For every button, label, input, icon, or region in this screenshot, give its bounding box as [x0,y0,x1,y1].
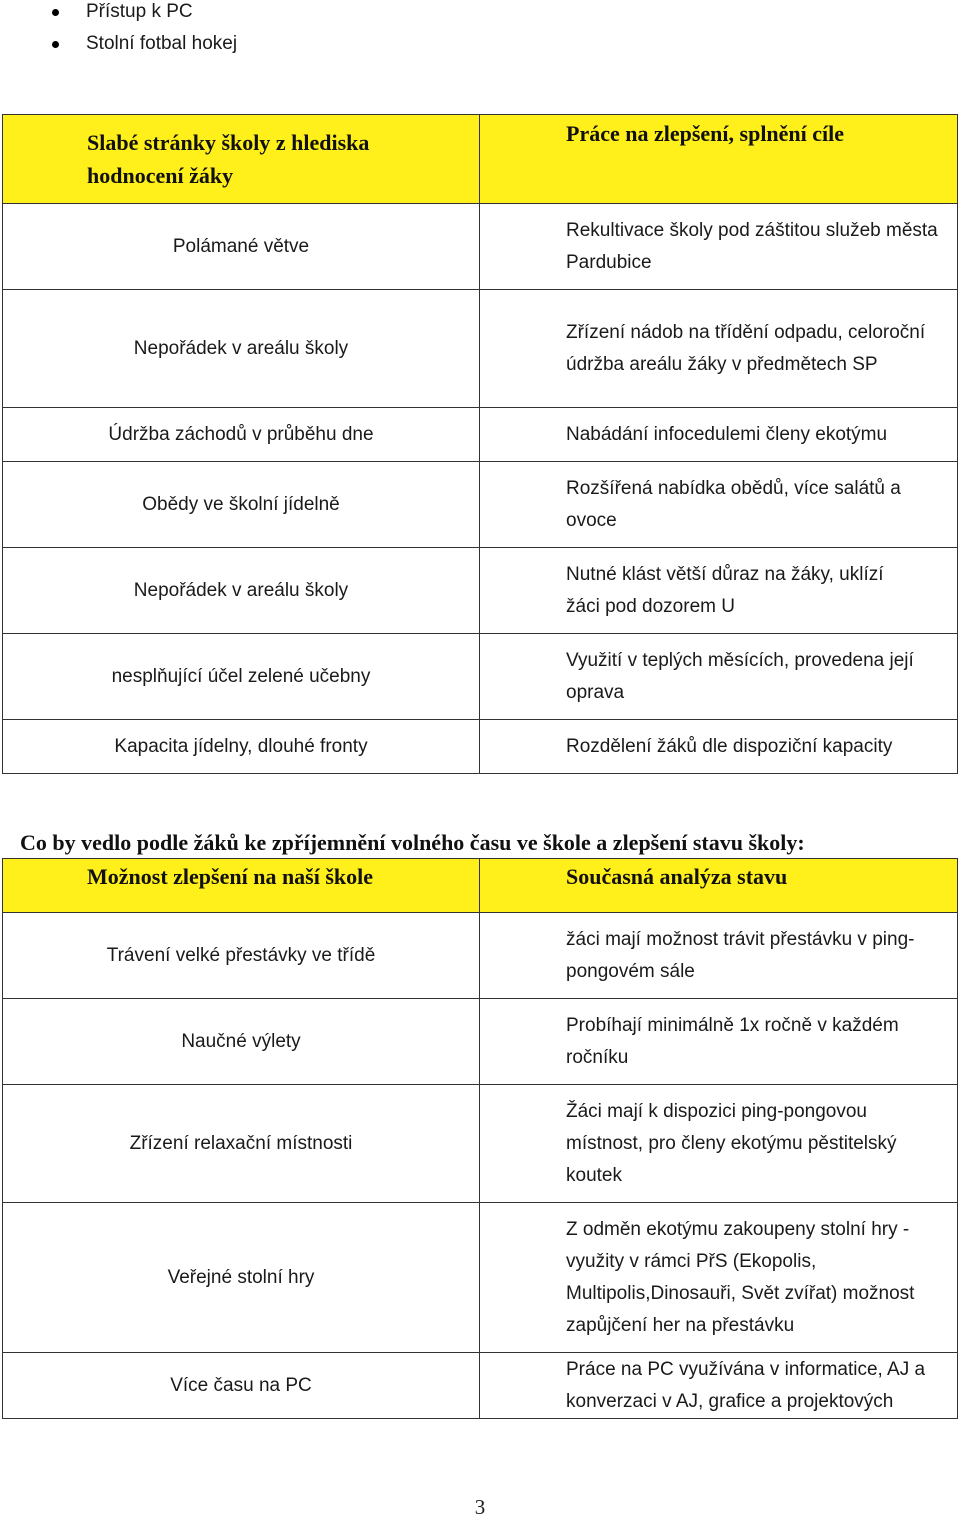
cell-improvement: Rekultivace školy pod záštitou služeb města Pardubice [480,204,958,290]
table-row [3,634,958,720]
table-header-row [3,115,958,204]
header-cell [480,115,958,204]
cell-improvement: Rozdělení žáků dle dispoziční kapacity [480,720,958,774]
bullet-text: Přístup k PC [86,1,193,22]
cell-improvement: Využití v teplých měsících, provedena její oprava [480,634,958,720]
cell-weakness: Nepořádek v areálu školy [3,290,480,408]
cell-improvement: Zřízení nádob na třídění odpadu, celoroční údržba areálu žáky v předmětech SP [480,290,958,408]
header-cell [480,859,958,913]
cell-option: Veřejné stolní hry [3,1203,480,1353]
table-row [3,408,958,462]
section-title: Co by vedlo podle žáků ke zpříjemnění volného času ve škole a zlepšení stavu školy: [20,830,805,855]
cell-improvement: Nutné klást větší důraz na žáky, uklízí žáci pod dozorem U [480,548,958,634]
cell-analysis: Žáci mají k dispozici ping-pongovou místnost, pro členy ekotýmu pěstitelský koutek [480,1085,958,1203]
table-row [3,1353,958,1419]
table-row [3,548,958,634]
cell-analysis: žáci mají možnost trávit přestávku v ping-pongovém sále [480,913,958,999]
cell-improvement: Nabádání infocedulemi členy ekotýmu [480,408,958,462]
header-cell [3,859,480,913]
header-weaknesses: Slabé stránky školy z hlediska hodnocení žáky [87,130,370,188]
cell-analysis: Z odměn ekotýmu zakoupeny stolní hry - využity v rámci PřS (Ekopolis, Multipolis,Dinosauři, Svět zvířat) možnost zapůjčení her na přestávku [480,1203,958,1353]
cell-analysis: Probíhají minimálně 1x ročně v každém ročníku [480,999,958,1085]
table-row [3,290,958,408]
table-row [3,999,958,1085]
cell-weakness: Obědy ve školní jídelně [3,462,480,548]
cell-weakness: Údržba záchodů v průběhu dne [3,408,480,462]
weaknesses-table [2,114,958,774]
cell-option: Zřízení relaxační místnosti [3,1085,480,1203]
table-row [3,913,958,999]
header-cell [3,115,480,204]
table-row [3,1085,958,1203]
cell-option: Naučné výlety [3,999,480,1085]
bullet-icon [52,41,59,48]
cell-weakness: Nepořádek v areálu školy [3,548,480,634]
table-header-row [3,859,958,913]
header-improvements: Práce na zlepšení, splnění cíle [566,121,845,146]
bullet-icon [52,9,59,16]
table-row [3,720,958,774]
bullet-text: Stolní fotbal hokej [86,33,238,54]
cell-weakness: Polámané větve [3,204,480,290]
cell-improvement: Rozšířená nabídka obědů, více salátů a ovoce [480,462,958,548]
cell-analysis: Práce na PC využívána v informatice, AJ a konverzaci v AJ, grafice a projektových [480,1353,958,1419]
header-options: Možnost zlepšení na naší škole [87,864,374,889]
page-number: 3 [474,1495,486,1519]
table-row [3,204,958,290]
cell-option: Trávení velké přestávky ve třídě [3,913,480,999]
table-row [3,1203,958,1353]
header-analysis: Současná analýza stavu [566,864,788,889]
cell-weakness: nesplňující účel zelené učebny [3,634,480,720]
table-row [3,462,958,548]
improvement-options-table [2,858,958,1419]
cell-weakness: Kapacita jídelny, dlouhé fronty [3,720,480,774]
cell-option: Více času na PC [3,1353,480,1419]
